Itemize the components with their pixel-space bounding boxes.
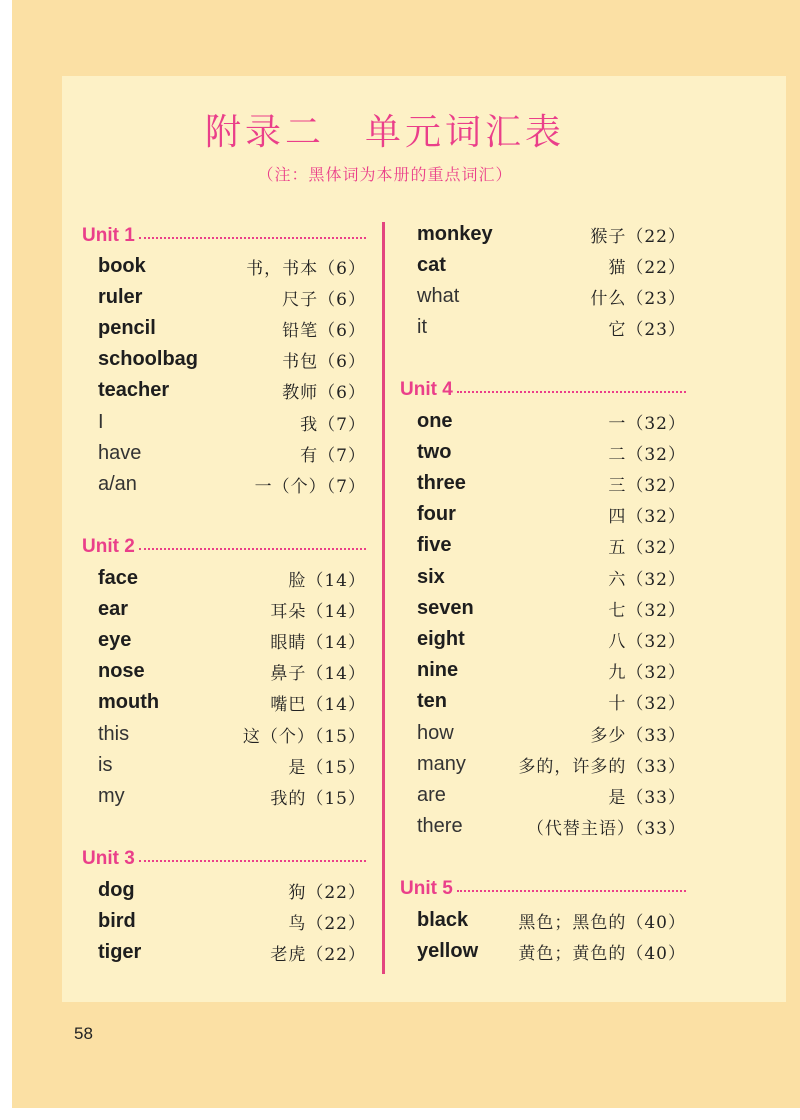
vocab-meaning: 书包（6） — [282, 352, 366, 373]
vocab-entry — [417, 531, 686, 561]
vocab-word: three — [417, 471, 466, 494]
vocab-word: eye — [98, 628, 132, 651]
vocab-meaning: 鸟（22） — [288, 913, 366, 934]
dotted-leader — [139, 860, 366, 862]
vocab-word: my — [98, 784, 125, 807]
vocab-entry — [417, 936, 686, 966]
vocab-entry — [417, 749, 686, 779]
vocab-word: there — [417, 815, 463, 838]
vocab-word: black — [417, 908, 469, 931]
vocab-entry — [98, 313, 366, 343]
unit-header — [400, 378, 686, 402]
vocab-word: eight — [417, 627, 465, 650]
vocab-word: is — [98, 753, 113, 776]
vocab-word: cat — [417, 253, 446, 276]
unit-header — [82, 535, 366, 559]
unit-label: Unit 2 — [82, 536, 135, 557]
vocab-entry — [98, 906, 366, 936]
unit-header — [400, 877, 686, 901]
vocab-entry — [98, 469, 366, 499]
vocab-meaning: 有（7） — [300, 445, 366, 466]
vocab-meaning: 老虎（22） — [270, 944, 366, 965]
vocab-word: have — [98, 441, 142, 464]
vocab-entry — [417, 656, 686, 686]
vocab-meaning: 它（23） — [608, 320, 686, 341]
vocab-word: how — [417, 721, 454, 744]
unit-label: Unit 5 — [400, 878, 453, 899]
unit-label: Unit 1 — [82, 225, 135, 246]
vocab-entry — [417, 593, 686, 623]
vocab-word: face — [98, 566, 139, 589]
vocab-entry — [98, 750, 366, 780]
vocab-word: this — [98, 722, 130, 745]
vocab-entry — [98, 438, 366, 468]
vocab-word: five — [417, 534, 452, 557]
vocab-entry — [417, 437, 686, 467]
vocab-entry — [98, 282, 366, 312]
vocab-meaning: 鼻子（14） — [270, 664, 366, 685]
vocab-entry — [417, 219, 686, 249]
vocab-entry — [417, 468, 686, 498]
vocab-entry — [98, 781, 366, 811]
vocab-word: what — [417, 284, 460, 307]
vocab-meaning: 书，书本（6） — [246, 258, 366, 279]
vocab-word: dog — [98, 878, 135, 901]
vocab-meaning: 五（32） — [608, 538, 686, 559]
vocab-entry — [417, 562, 686, 592]
vocab-meaning: 什么（23） — [590, 288, 686, 309]
dotted-leader — [139, 548, 366, 550]
vocab-word: ten — [417, 690, 447, 713]
vocab-entry — [98, 563, 366, 593]
vocab-word: ruler — [98, 285, 143, 308]
vocab-meaning: 耳朵（14） — [270, 601, 366, 622]
vocab-entry — [417, 905, 686, 935]
vocab-entry — [417, 313, 686, 343]
vocab-word: four — [417, 503, 456, 526]
dotted-leader — [139, 237, 366, 239]
vocab-entry — [98, 688, 366, 718]
vocab-meaning: 多的，许多的（33） — [518, 756, 686, 777]
vocab-entry — [98, 719, 366, 749]
vocab-meaning: 四（32） — [608, 507, 686, 528]
vocab-meaning: 二（32） — [608, 444, 686, 465]
vocab-word: two — [417, 440, 452, 463]
vocab-meaning: 六（32） — [608, 569, 686, 590]
vocab-word: I — [98, 410, 104, 433]
vocab-meaning: 我的（15） — [270, 788, 366, 809]
vocab-entry — [417, 687, 686, 717]
vocab-word: mouth — [98, 691, 160, 714]
vocab-entry — [98, 251, 366, 281]
vocab-entry — [417, 624, 686, 654]
vocab-meaning: 一（32） — [608, 413, 686, 434]
vocab-entry — [98, 875, 366, 905]
vocab-meaning: 脸（14） — [288, 570, 366, 591]
vocab-word: one — [417, 409, 453, 432]
vocab-meaning: 猫（22） — [608, 257, 686, 278]
vocab-meaning: 是（33） — [608, 787, 686, 808]
vocab-word: yellow — [417, 939, 479, 962]
page-bottom-margin — [0, 1108, 800, 1120]
vocab-word: tiger — [98, 940, 142, 963]
vocab-entry — [98, 345, 366, 375]
vocab-word: bird — [98, 909, 136, 932]
vocab-meaning: （代替主语）（33） — [526, 819, 686, 840]
vocab-word: book — [98, 254, 146, 277]
vocab-word: monkey — [417, 222, 493, 245]
vocab-entry — [98, 376, 366, 406]
unit-label: Unit 3 — [82, 848, 135, 869]
vocab-meaning: 是（15） — [288, 757, 366, 778]
page-number: 58 — [74, 1024, 93, 1043]
vocab-entry — [417, 780, 686, 810]
vocab-meaning: 这（个）（15） — [242, 726, 366, 747]
vocab-entry — [417, 812, 686, 842]
unit-header — [82, 847, 366, 871]
column-divider — [382, 222, 385, 974]
vocab-meaning: 猴子（22） — [590, 226, 686, 247]
vocab-meaning: 铅笔（6） — [282, 320, 366, 341]
vocab-entry — [417, 250, 686, 280]
vocab-word: a/an — [98, 472, 137, 495]
vocab-meaning: 三（32） — [608, 475, 686, 496]
vocab-entry — [417, 406, 686, 436]
vocab-entry — [98, 407, 366, 437]
vocab-entry — [98, 625, 366, 655]
vocab-meaning: 七（32） — [608, 600, 686, 621]
vocab-entry — [417, 281, 686, 311]
vocab-meaning: 多少（33） — [590, 725, 686, 746]
vocab-word: are — [417, 783, 446, 806]
vocab-meaning: 一（个）（7） — [254, 476, 366, 497]
vocab-entry — [98, 937, 366, 967]
dotted-leader — [457, 391, 686, 393]
vocab-word: nose — [98, 660, 145, 683]
vocab-meaning: 嘴巴（14） — [270, 695, 366, 716]
vocab-word: six — [417, 565, 445, 588]
vocab-word: it — [417, 316, 427, 339]
vocab-meaning: 尺子（6） — [282, 289, 366, 310]
vocab-meaning: 黄色；黄色的（40） — [518, 943, 686, 964]
vocab-word: many — [417, 752, 466, 775]
vocab-meaning: 教师（6） — [282, 383, 366, 404]
vocab-meaning: 九（32） — [608, 663, 686, 684]
vocab-meaning: 黑色；黑色的（40） — [518, 912, 686, 933]
page-title: 附录二 单元词汇表 — [204, 112, 565, 153]
vocab-word: seven — [417, 596, 474, 619]
unit-label: Unit 4 — [400, 379, 453, 400]
vocab-word: nine — [417, 659, 459, 682]
vocab-meaning: 我（7） — [300, 414, 366, 435]
vocab-meaning: 眼睛（14） — [270, 632, 366, 653]
dotted-leader — [457, 890, 686, 892]
vocab-entry — [417, 500, 686, 530]
vocab-word: schoolbag — [98, 348, 199, 371]
vocab-word: teacher — [98, 379, 170, 402]
unit-header — [82, 224, 366, 248]
vocab-word: ear — [98, 597, 129, 620]
vocab-entry — [98, 657, 366, 687]
vocab-entry — [417, 718, 686, 748]
title-note: （注：黑体词为本册的重点词汇） — [257, 165, 513, 184]
vocab-meaning: 八（32） — [608, 631, 686, 652]
vocab-meaning: 十（32） — [608, 694, 686, 715]
vocab-entry — [98, 594, 366, 624]
vocab-meaning: 狗（22） — [288, 882, 366, 903]
vocab-word: pencil — [98, 316, 156, 339]
